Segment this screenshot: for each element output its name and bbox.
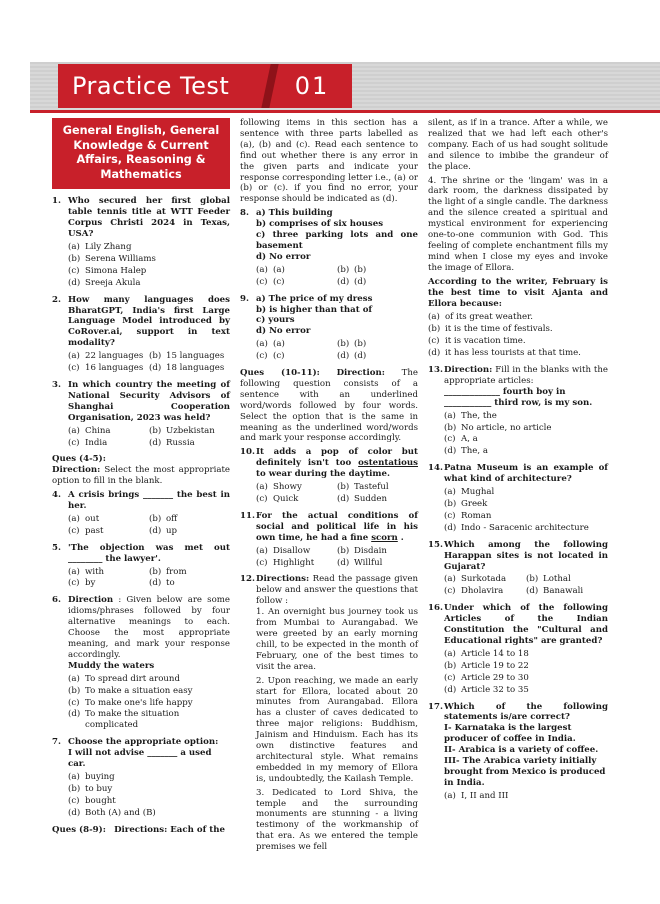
option-text: Roman [461, 510, 492, 521]
direction-label: Directions: [256, 574, 310, 585]
question-number: 13. [428, 365, 443, 376]
question-number: 15. [428, 539, 443, 550]
question-15 [428, 540, 608, 598]
question-9 [240, 294, 418, 362]
part-d: d) No error [256, 251, 311, 262]
option-label: (c) [68, 795, 80, 806]
option-text: it has less tourists at that time. [445, 348, 581, 359]
option-text: To spread dirt around [85, 673, 180, 684]
question-text [256, 574, 418, 607]
question-text: In which country the meeting of National Security Advisors of Shanghai Cooperation Organisation, 2023 was held? [68, 379, 230, 423]
ques-range-heading [52, 825, 230, 836]
question-text [256, 447, 418, 480]
option-text: Disdain [354, 545, 387, 556]
option-text: Dholavira [461, 586, 504, 597]
option-text: Lily Zhang [85, 242, 132, 252]
option-text: from [166, 566, 187, 577]
option-text: out [85, 513, 100, 524]
option-text: Article 14 to 18 [461, 648, 529, 659]
passage-paragraph-2: 2. Upon reaching, we made an early start for Ellora, located about 20 minutes from Aurangabad. Ellora has a cluster of caves dedicated to three major religions: Buddhism, Jainism and Hinduism. Each has its own distinctive features and architectural style. What remains embedded in my memory of Ellora is, undoubtedly, the Kailash Temple. [256, 675, 418, 784]
option-text: by [85, 578, 96, 589]
question-12-options [428, 312, 608, 359]
option-text: Highlight [273, 557, 315, 568]
option-label: (d) [149, 525, 162, 536]
question-text: Which among the following Harappan sites is not located in Gujarat? [444, 539, 608, 572]
section-title: General English, General Knowledge & Current Affairs, Reasoning & Mathematics [52, 118, 230, 189]
option-label: (b) [68, 783, 81, 794]
option-label: (c) [68, 525, 80, 536]
question-6 [52, 595, 230, 731]
direction-continued: following items in this section has a sentence with three parts labelled as (a), (b) and (c). Read each sentence to find out whether there is any error in the given parts and indicate your response corresponding letter i.e., (a) or (b) or (c). if you find no error, your response should be indicated as (d). [240, 118, 418, 205]
underlined-word: ostentatious [358, 458, 418, 469]
direction-body: : Given below are some idioms/phrases followed by four alternative meanings to each. Choose the most appropriate meaning, and mark your response accordingly. [68, 595, 230, 660]
option-text: To make the situation complicated [85, 709, 180, 731]
option-text: Sreeja Akula [85, 277, 141, 288]
option-text: it is the time of festivals. [445, 324, 553, 335]
question-text [256, 511, 418, 544]
option-label: (c) [68, 437, 80, 448]
option-text: 18 languages [166, 363, 225, 374]
option-text: China [85, 425, 111, 436]
question-13 [428, 365, 608, 457]
part-b: b) is higher than that of [256, 304, 373, 315]
option-label: (a) [444, 574, 456, 585]
option-text: (a) [273, 264, 285, 275]
option-label: (c) [256, 557, 268, 568]
part-b: b) comprises of six houses [256, 219, 384, 230]
option-text: to [166, 578, 175, 589]
option-text: India [85, 437, 108, 448]
option-label: (b) [337, 339, 350, 350]
question-parts [256, 294, 418, 338]
option-text: No article, no article [461, 422, 552, 433]
option-label: (c) [68, 578, 80, 589]
option-text: Willful [354, 557, 383, 568]
question-7 [52, 737, 230, 818]
option-label: (a) [256, 482, 268, 493]
option-text: (d) [354, 276, 367, 287]
statement-2: II- Arabica is a variety of coffee. [444, 745, 599, 756]
option-label: (a) [68, 425, 80, 436]
option-label: (c) [256, 276, 268, 287]
option-label: (d) [68, 277, 81, 288]
option-text: To make one's life happy [85, 697, 193, 708]
option-text: past [85, 525, 104, 536]
option-label: (b) [337, 545, 350, 556]
option-label: (b) [149, 513, 162, 524]
question-number: 8. [240, 208, 249, 219]
option-label: (c) [444, 510, 456, 521]
question-number: 3. [52, 379, 61, 390]
option-label: (d) [68, 709, 81, 720]
direction-body: Read the passage given below and answer the questions that follow : [256, 574, 418, 607]
option-label: (c) [444, 672, 456, 683]
direction-label: Direction: [52, 465, 101, 476]
option-label: (a) [68, 566, 80, 577]
column-1 [52, 118, 230, 839]
option-label: (c) [428, 336, 440, 347]
option-text: Article 32 to 35 [461, 684, 529, 695]
option-label: (b) [444, 660, 457, 671]
question-sentence: I will not advise _______ a used car. [68, 748, 212, 770]
question-number: 7. [52, 737, 61, 748]
option-label: (b) [149, 351, 162, 362]
option-label: (b) [68, 253, 81, 264]
question-17 [428, 702, 608, 802]
option-text: Article 29 to 30 [461, 672, 529, 683]
direction-label: Direction: [336, 368, 385, 379]
option-label: (a) [428, 312, 440, 323]
option-text: 16 languages [85, 363, 144, 374]
question-text [68, 595, 230, 660]
option-label: (d) [444, 684, 457, 695]
direction-block [240, 368, 418, 444]
question-3 [52, 380, 230, 448]
option-label: (a) [256, 545, 268, 556]
option-label: (a) [68, 242, 80, 252]
option-label: (b) [337, 482, 350, 493]
option-text: Surkotada [461, 574, 507, 585]
question-2 [52, 295, 230, 374]
option-label: (b) [444, 422, 457, 433]
question-number: 11. [240, 510, 255, 521]
idiom-text: Muddy the waters [68, 660, 155, 671]
option-text: Quick [273, 494, 299, 504]
text-after: . [400, 532, 404, 543]
passage-paragraph-3-continued: silent, as if in a trance. After a while, we realized that we had left each other's company. Each of us had sought solitude and silence to imbibe the grandeur of the place. [428, 118, 608, 172]
part-a: a) This building [256, 208, 333, 219]
question-8 [240, 208, 418, 287]
question-text: A crisis brings _______ the best in her. [68, 490, 230, 512]
ques-range-label: Ques (10-11): [240, 368, 320, 379]
statement-1: I- Karnataka is the largest producer of coffee in India. [444, 723, 576, 745]
option-text: The, the [461, 410, 497, 421]
question-number: 6. [52, 595, 61, 606]
option-text: (a) [273, 339, 285, 350]
option-text: (b) [354, 339, 367, 350]
question-text: Choose the appropriate option: [68, 737, 219, 748]
question-11 [240, 511, 418, 569]
option-label: (c) [68, 697, 80, 708]
option-label: (a) [68, 771, 80, 782]
option-text: Mughal [461, 487, 495, 498]
option-label: (a) [444, 790, 456, 801]
direction-text: Directions: Each of the [114, 824, 225, 835]
question-4 [52, 490, 230, 537]
option-label: (b) [68, 685, 81, 696]
option-text: The, a [461, 446, 488, 457]
option-label: (d) [68, 807, 81, 818]
question-text: Who secured her first global table tennis title at WTT Feeder Corpus Christi 2024 in Texas, USA? [68, 196, 230, 240]
option-text: it is vacation time. [445, 336, 526, 347]
option-text: Article 19 to 22 [461, 660, 529, 671]
header-title: Practice Test [58, 64, 273, 108]
question-number: 4. [52, 490, 61, 501]
option-text: (c) [273, 276, 285, 287]
part-c: c) yours [256, 315, 295, 326]
option-label: (c) [256, 494, 268, 504]
question-parts [256, 208, 418, 263]
ques-range-heading: Ques (4-5): [52, 454, 106, 465]
option-label: (a) [444, 487, 456, 498]
question-1 [52, 196, 230, 288]
question-sentence: _____________ fourth boy in ___________ third row, is my son. [444, 386, 593, 408]
option-text: to buy [85, 783, 113, 794]
part-a: a) The price of my dress [256, 293, 373, 304]
option-label: (c) [256, 351, 268, 362]
question-text: Under which of the following Articles of the Indian Constitution the "Cultural and Educational rights" are granted? [444, 603, 608, 646]
option-label: (b) [149, 566, 162, 577]
underlined-word: scorn [371, 532, 398, 543]
direction-text [52, 465, 230, 487]
option-text: Simona Halep [85, 265, 147, 276]
question-10 [240, 447, 418, 505]
option-text: Serena Williams [85, 253, 156, 264]
text-after: to wear during the daytime. [256, 469, 390, 480]
option-label: (d) [149, 578, 162, 589]
option-text: of its great weather. [445, 312, 533, 323]
question-number: 14. [428, 463, 443, 474]
question-number: 12. [240, 574, 255, 585]
option-label: (a) [256, 339, 268, 350]
text-before: It adds a pop of color but definitely isn't too [256, 447, 418, 469]
option-text: (b) [354, 264, 367, 275]
option-label: (d) [526, 586, 539, 597]
part-d: d) No error [256, 326, 311, 337]
option-text: with [85, 566, 105, 577]
option-text: 22 languages [85, 351, 144, 362]
question-number: 5. [52, 542, 61, 553]
question-text: 'The objection was met out ________ the lawyer'. [68, 542, 230, 564]
option-label: (c) [444, 434, 456, 445]
option-label: (c) [444, 586, 456, 597]
option-text: Both (A) and (B) [85, 807, 156, 818]
direction-body: Fill in the blanks with the appropriate articles: [444, 365, 608, 386]
option-label: (b) [337, 264, 350, 275]
question-number: 10. [240, 447, 255, 458]
question-number: 16. [428, 603, 443, 614]
option-text: (c) [273, 351, 285, 362]
option-label: (b) [149, 425, 162, 436]
option-label: (b) [444, 499, 457, 509]
direction-label: Direction: [444, 365, 493, 376]
question-text [444, 365, 608, 387]
question-number: 17. [428, 701, 443, 712]
text-before: For the actual conditions of social and political life in his own time, he had a fine [256, 510, 418, 543]
option-label: (a) [444, 410, 456, 421]
option-label: (d) [337, 494, 350, 504]
statement-3: III- The Arabica variety initially brought from Mexico is produced in India. [444, 756, 606, 788]
option-label: (d) [337, 557, 350, 568]
option-text: Disallow [273, 545, 311, 556]
passage-paragraph-3: 3. Dedicated to Lord Shiva, the temple and the surrounding monuments are stunning - a living testimony of the workmanship of that era. As we entered the temple premises we fell [256, 787, 418, 853]
question-14 [428, 463, 608, 533]
option-label: (a) [68, 351, 80, 362]
question-number: 2. [52, 294, 61, 305]
column-3 [428, 118, 608, 808]
option-text: To make a situation easy [85, 685, 193, 696]
test-number: 01 [272, 64, 352, 108]
option-label: (d) [428, 348, 441, 359]
direction-body: The following question consists of a sentence with an underlined word/words followed by four words. Select the option that is the same in meaning as the underlined word/words and mark your response accordingly. [240, 368, 418, 444]
option-label: (d) [337, 276, 350, 287]
ques-range-label: Ques (8-9): [52, 824, 106, 835]
option-text: I, II and III [461, 790, 509, 801]
question-12-stem: According to the writer, February is the best time to visit Ajanta and Ellora because: [428, 276, 608, 309]
option-label: (c) [68, 363, 80, 374]
question-number: 1. [52, 196, 61, 207]
option-text: off [166, 513, 178, 524]
question-16 [428, 603, 608, 695]
part-c: c) three parking lots and one basement [256, 230, 418, 251]
passage-paragraph-1: 1. An overnight bus journey took us from Mumbai to Aurangabad. We were greeted by an early morning chill, to be expected in the month of February, one of the best times to visit the area. [256, 607, 418, 672]
option-label: (b) [428, 324, 441, 335]
option-label: (b) [526, 574, 539, 585]
direction-body: Select the most appropriate option to fill in the blank. [52, 465, 231, 487]
option-label: (d) [149, 363, 162, 374]
option-text: Lothal [543, 574, 571, 585]
option-label: (d) [337, 351, 350, 362]
direction-label: Direction [68, 595, 114, 606]
option-text: Banawali [543, 586, 584, 597]
option-text: Indo - Saracenic architecture [461, 522, 589, 533]
option-label: (d) [149, 437, 162, 448]
question-text: Patna Museum is an example of what kind of architecture? [444, 463, 608, 485]
page-header [0, 62, 660, 110]
column-2 [240, 118, 418, 859]
option-text: Tasteful [354, 482, 389, 493]
header-divider [30, 110, 660, 113]
question-text: How many languages does BharatGPT, India's first Large Language Model introduced by CoRover.ai, support in text modality? [68, 294, 230, 349]
option-text: A, a [461, 434, 478, 445]
option-text: (d) [354, 351, 367, 362]
option-text: Showy [273, 482, 302, 493]
option-text: Russia [166, 437, 195, 448]
option-text: 15 languages [166, 351, 225, 362]
option-label: (c) [68, 265, 80, 276]
option-text: Greek [461, 499, 488, 509]
option-text: Sudden [354, 494, 388, 504]
option-text: buying [85, 771, 115, 782]
question-text: Which of the following statements is/are correct? [444, 701, 608, 723]
option-label: (d) [444, 446, 457, 457]
question-5 [52, 543, 230, 590]
option-label: (a) [444, 648, 456, 659]
option-label: (a) [68, 673, 80, 684]
option-text: bought [85, 795, 116, 806]
question-number: 9. [240, 293, 249, 304]
option-text: Uzbekistan [166, 425, 215, 436]
option-label: (a) [68, 513, 80, 524]
option-label: (a) [256, 264, 268, 275]
option-text: up [166, 525, 178, 536]
passage-paragraph-4: 4. The shrine or the 'lingam' was in a dark room, the darkness dissipated by the light of a single candle. The darkness and the silence created a spiritual and mystical environment for experiencing one-to-one communion with God. This feeling of complete enchantment fills my mind when I close my eyes and invoke the image of Ellora. [428, 175, 608, 273]
question-12 [240, 574, 418, 853]
option-label: (d) [444, 522, 457, 533]
